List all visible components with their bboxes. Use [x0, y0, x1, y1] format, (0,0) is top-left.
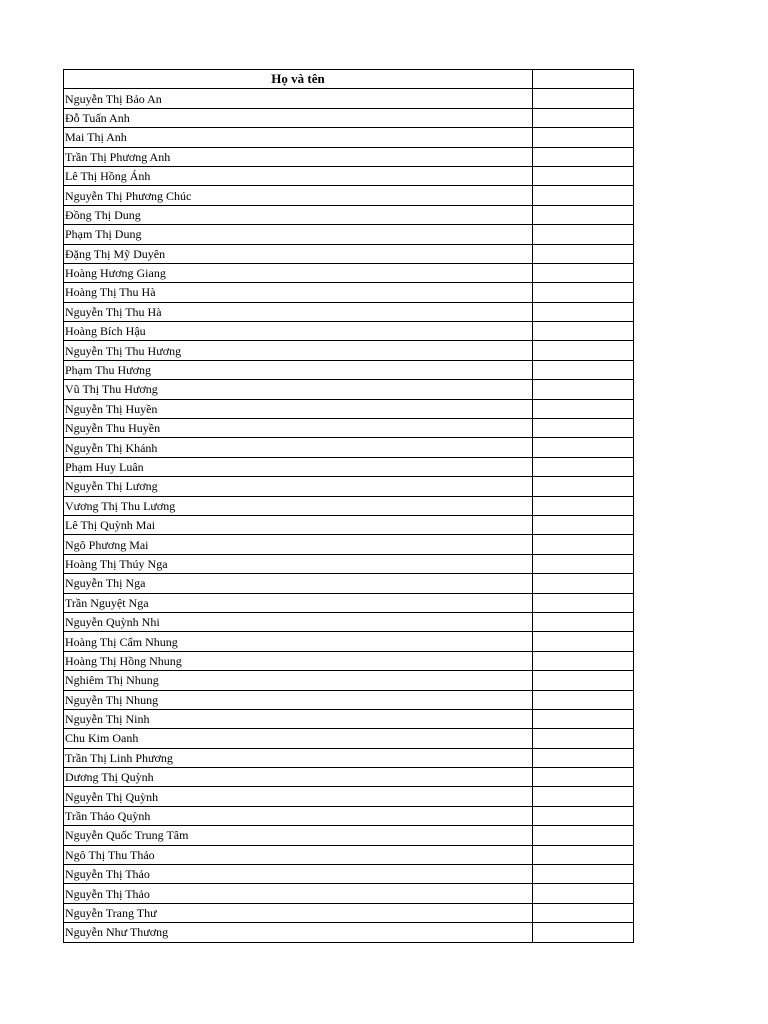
name-column-header: Họ và tên [64, 70, 533, 89]
table-row [64, 438, 634, 457]
table-row [64, 574, 634, 593]
blank-cell [533, 671, 634, 690]
table-header-row [64, 70, 634, 89]
student-name-cell: Nguyễn Thị Huyền [64, 399, 533, 418]
blank-cell [533, 574, 634, 593]
student-name-cell: Nguyễn Thị Nhung [64, 690, 533, 709]
blank-cell [533, 787, 634, 806]
blank-cell [533, 128, 634, 147]
table-row [64, 748, 634, 767]
table-row [64, 593, 634, 612]
student-name-cell: Mai Thị Anh [64, 128, 533, 147]
blank-cell [533, 341, 634, 360]
blank-cell [533, 884, 634, 903]
student-name-cell: Nguyễn Thu Huyền [64, 419, 533, 438]
table-row [64, 108, 634, 127]
student-name-cell: Hoàng Thị Hồng Nhung [64, 651, 533, 670]
table-row [64, 690, 634, 709]
blank-cell [533, 768, 634, 787]
table-row [64, 651, 634, 670]
student-name-cell: Trần Nguyệt Nga [64, 593, 533, 612]
blank-cell [533, 438, 634, 457]
table-row [64, 806, 634, 825]
table-row [64, 457, 634, 476]
student-name-cell: Nguyễn Thị Thu Hương [64, 341, 533, 360]
name-roster-table [63, 69, 634, 943]
student-name-cell: Nguyễn Thị Thu Hà [64, 302, 533, 321]
blank-cell [533, 419, 634, 438]
student-name-cell: Đặng Thị Mỹ Duyên [64, 244, 533, 263]
blank-cell [533, 709, 634, 728]
student-name-cell: Nguyễn Thị Lương [64, 477, 533, 496]
blank-cell [533, 360, 634, 379]
roster-sheet [63, 69, 633, 943]
blank-cell [533, 826, 634, 845]
student-name-cell: Hoàng Thị Cẩm Nhung [64, 632, 533, 651]
blank-cell [533, 322, 634, 341]
table-row [64, 787, 634, 806]
blank-cell [533, 729, 634, 748]
table-row [64, 419, 634, 438]
blank-cell [533, 535, 634, 554]
table-row [64, 147, 634, 166]
student-name-cell: Phạm Thị Dung [64, 225, 533, 244]
table-row [64, 515, 634, 534]
student-name-cell: Hoàng Bích Hậu [64, 322, 533, 341]
blank-cell [533, 690, 634, 709]
student-name-cell: Nguyễn Quỳnh Nhi [64, 612, 533, 631]
blank-cell [533, 399, 634, 418]
table-row [64, 225, 634, 244]
student-name-cell: Nguyễn Thị Bảo An [64, 89, 533, 108]
blank-cell [533, 651, 634, 670]
blank-cell [533, 263, 634, 282]
student-name-cell: Nguyễn Thị Nga [64, 574, 533, 593]
blank-cell [533, 147, 634, 166]
table-row [64, 263, 634, 282]
blank-cell [533, 554, 634, 573]
table-row [64, 166, 634, 185]
table-row [64, 89, 634, 108]
student-name-cell: Hoàng Hương Giang [64, 263, 533, 282]
table-row [64, 128, 634, 147]
blank-cell [533, 923, 634, 942]
table-row [64, 205, 634, 224]
student-name-cell: Chu Kim Oanh [64, 729, 533, 748]
blank-cell [533, 108, 634, 127]
blank-cell [533, 845, 634, 864]
student-name-cell: Nguyễn Thị Quỳnh [64, 787, 533, 806]
blank-column-header [533, 70, 634, 89]
table-row [64, 845, 634, 864]
table-row [64, 709, 634, 728]
table-row [64, 729, 634, 748]
blank-cell [533, 283, 634, 302]
student-name-cell: Vương Thị Thu Lương [64, 496, 533, 515]
table-row [64, 496, 634, 515]
student-name-cell: Phạm Huy Luân [64, 457, 533, 476]
student-name-cell: Nghiêm Thị Nhung [64, 671, 533, 690]
blank-cell [533, 903, 634, 922]
table-row [64, 341, 634, 360]
student-name-cell: Đỗ Tuấn Anh [64, 108, 533, 127]
table-row [64, 554, 634, 573]
blank-cell [533, 244, 634, 263]
blank-cell [533, 186, 634, 205]
student-name-cell: Đồng Thị Dung [64, 205, 533, 224]
student-name-cell: Trần Thị Phương Anh [64, 147, 533, 166]
table-row [64, 632, 634, 651]
blank-cell [533, 612, 634, 631]
blank-cell [533, 166, 634, 185]
table-row [64, 380, 634, 399]
student-name-cell: Nguyễn Thị Ninh [64, 709, 533, 728]
blank-cell [533, 748, 634, 767]
table-row [64, 865, 634, 884]
student-name-cell: Ngô Phương Mai [64, 535, 533, 554]
table-row [64, 535, 634, 554]
blank-cell [533, 89, 634, 108]
table-row [64, 671, 634, 690]
student-name-cell: Nguyễn Thị Thảo [64, 884, 533, 903]
student-name-cell: Nguyễn Trang Thư [64, 903, 533, 922]
student-name-cell: Vũ Thị Thu Hương [64, 380, 533, 399]
blank-cell [533, 225, 634, 244]
student-name-cell: Nguyễn Thị Khánh [64, 438, 533, 457]
table-row [64, 322, 634, 341]
table-row [64, 399, 634, 418]
table-row [64, 923, 634, 942]
student-name-cell: Ngô Thị Thu Thảo [64, 845, 533, 864]
table-row [64, 826, 634, 845]
blank-cell [533, 865, 634, 884]
table-row [64, 244, 634, 263]
table-row [64, 768, 634, 787]
table-row [64, 884, 634, 903]
blank-cell [533, 515, 634, 534]
student-name-cell: Nguyễn Quốc Trung Tâm [64, 826, 533, 845]
blank-cell [533, 205, 634, 224]
table-row [64, 186, 634, 205]
blank-cell [533, 380, 634, 399]
blank-cell [533, 593, 634, 612]
table-row [64, 477, 634, 496]
table-row [64, 302, 634, 321]
table-row [64, 903, 634, 922]
student-name-cell: Lê Thị Quỳnh Mai [64, 515, 533, 534]
student-name-cell: Trần Thảo Quỳnh [64, 806, 533, 825]
student-name-cell: Hoàng Thị Thu Hà [64, 283, 533, 302]
blank-cell [533, 496, 634, 515]
student-name-cell: Nguyễn Như Thương [64, 923, 533, 942]
student-name-cell: Nguyễn Thị Phương Chúc [64, 186, 533, 205]
student-name-cell: Lê Thị Hồng Ánh [64, 166, 533, 185]
student-name-cell: Dương Thị Quỳnh [64, 768, 533, 787]
blank-cell [533, 632, 634, 651]
blank-cell [533, 302, 634, 321]
student-name-cell: Nguyễn Thị Thảo [64, 865, 533, 884]
student-name-cell: Hoàng Thị Thúy Nga [64, 554, 533, 573]
roster-body [64, 89, 634, 942]
blank-cell [533, 477, 634, 496]
student-name-cell: Phạm Thu Hương [64, 360, 533, 379]
table-row [64, 612, 634, 631]
blank-cell [533, 806, 634, 825]
table-row [64, 360, 634, 379]
student-name-cell: Trần Thị Linh Phương [64, 748, 533, 767]
table-row [64, 283, 634, 302]
blank-cell [533, 457, 634, 476]
